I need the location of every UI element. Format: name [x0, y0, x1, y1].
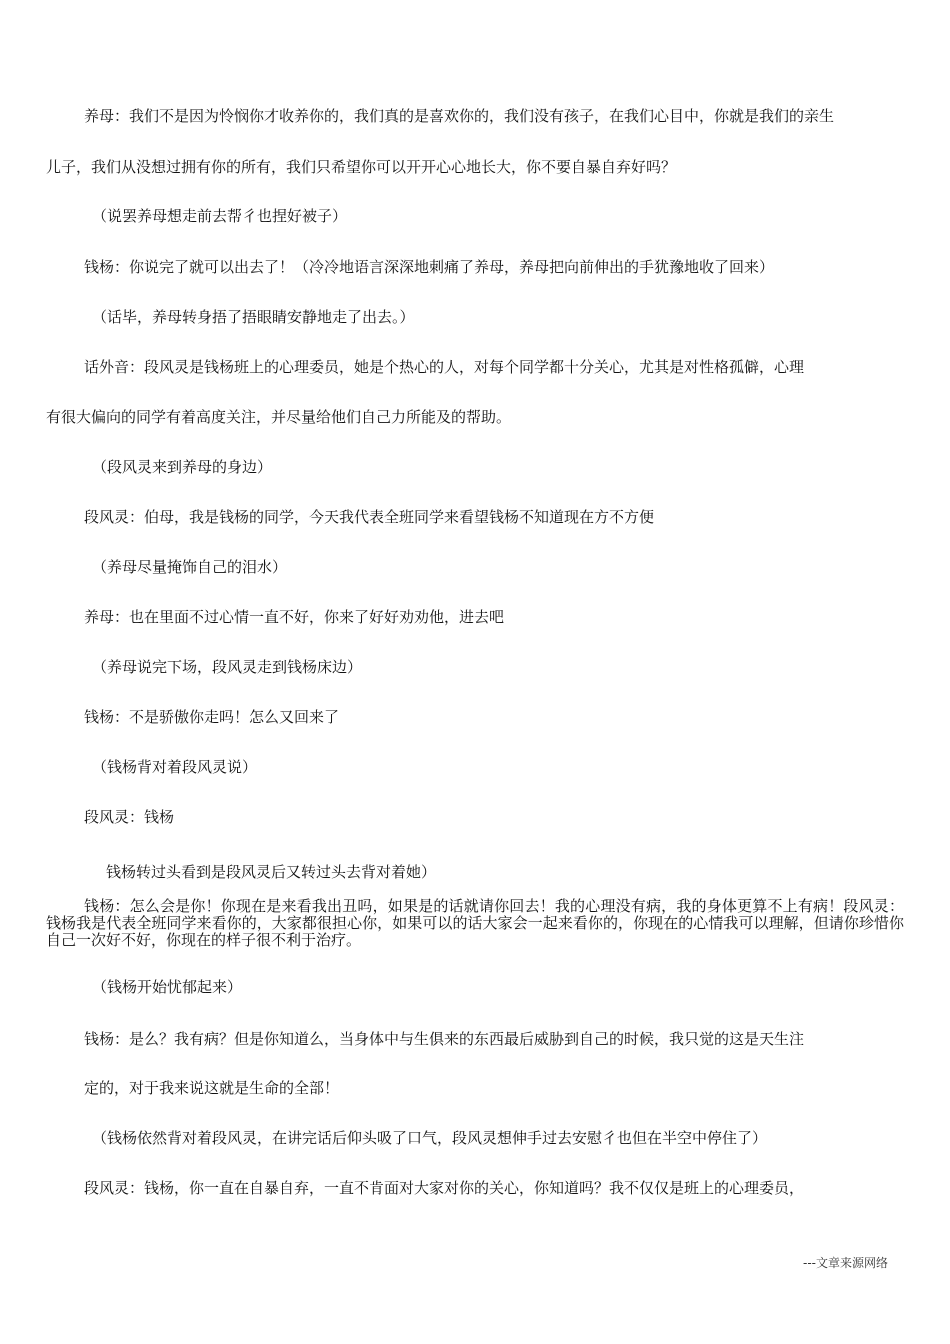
text-line: 钱杨：是么？我有病？但是你知道么，当身体中与生俱来的东西最后威胁到自己的时候，我只觉的这是天生注	[84, 1030, 805, 1048]
footer-source-note: ---文章来源网络	[803, 1256, 888, 1270]
stage-direction: （段风灵来到养母的身边）	[92, 458, 273, 476]
stage-direction: （说罢养母想走前去帮彳也捏好被子）	[92, 207, 348, 225]
text-line: 儿子，我们从没想过拥有你的所有，我们只希望你可以开开心心地长大，你不要自暴自弃好吗？	[46, 158, 677, 176]
stage-direction: （养母尽量掩饰自己的泪水）	[92, 558, 288, 576]
stage-direction: （话毕，养母转身捂了捂眼睛安静地走了出去。）	[92, 308, 415, 326]
stage-direction: 钱杨转过头看到是段风灵后又转过头去背对着她）	[106, 863, 437, 881]
text-line: 钱杨：你说完了就可以出去了！（冷冷地语言深深地刺痛了养母，养母把向前伸出的手犹豫地收了回来）	[84, 258, 775, 276]
stage-direction: （钱杨依然背对着段风灵，在讲完话后仰头吸了口气，段风灵想伸手过去安慰彳也但在半空中停住了）	[92, 1129, 768, 1147]
text-line: 话外音：段风灵是钱杨班上的心理委员，她是个热心的人，对每个同学都十分关心，尤其是对性格孤僻，心理	[84, 358, 805, 376]
stage-direction: （养母说完下场，段风灵走到钱杨床边）	[92, 658, 363, 676]
text-line: 定的，对于我来说这就是生命的全部！	[84, 1079, 340, 1097]
stage-direction: （钱杨开始忧郁起来）	[92, 978, 243, 996]
text-line: 段风灵：钱杨，你一直在自暴自弃，一直不肯面对大家对你的关心，你知道吗？我不仅仅是班上的心理委员，	[84, 1179, 805, 1197]
text-line: 有很大偏向的同学有着高度关注，并尽量给他们自己力所能及的帮助。	[46, 408, 512, 426]
text-line: 养母：也在里面不过心情一直不好，你来了好好劝劝他，进去吧	[84, 608, 505, 626]
text-line: 段风灵：钱杨	[84, 808, 175, 826]
text-line: 段风灵：伯母，我是钱杨的同学，今天我代表全班同学来看望钱杨不知道现在方不方便	[84, 508, 655, 526]
text-line: 钱杨：不是骄傲你走吗！怎么又回来了	[84, 708, 340, 726]
text-line: 养母：我们不是因为怜悯你才收养你的，我们真的是喜欢你的，我们没有孩子，在我们心目中，你就是我们的亲生	[84, 107, 835, 125]
dense-paragraph: 钱杨：怎么会是你！你现在是来看我出丑吗，如果是的话就请你回去！我的心理没有病，我的身体更算不上有病！段风灵：钱杨我是代表全班同学来看你的，大家都很担心你，如果可以的话大家会一起来看你的，你现在的心情我可以理解，但请你珍惜你自己一次好不好，你现在的样子很不利于治疗。	[46, 897, 904, 949]
stage-direction: （钱杨背对着段风灵说）	[92, 758, 258, 776]
